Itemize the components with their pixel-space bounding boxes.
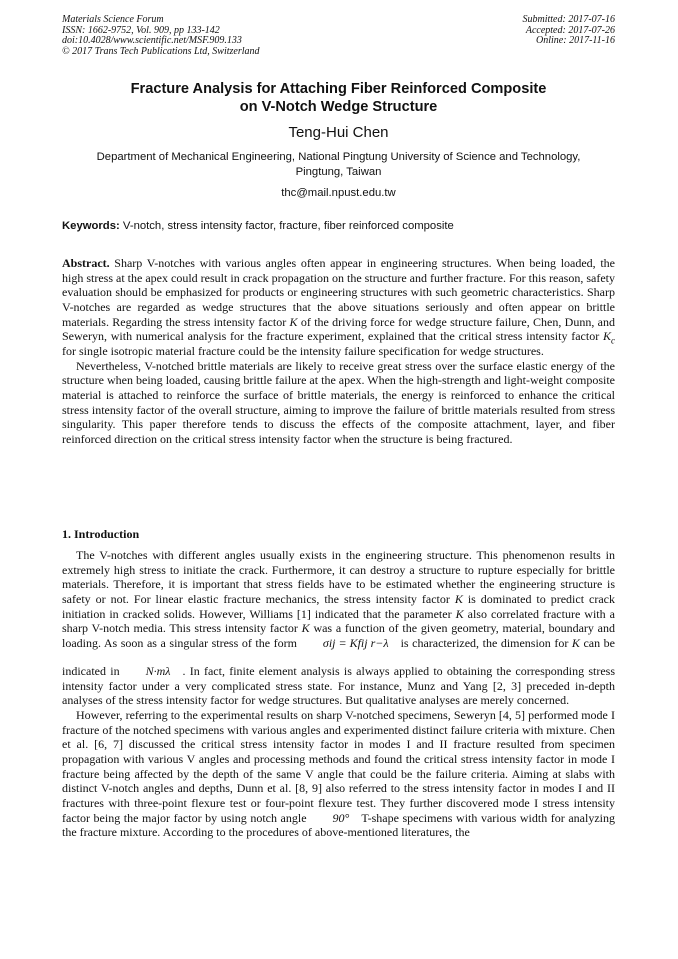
doi-line: doi:10.4028/www.scientific.net/MSF.909.133 [62, 35, 242, 47]
abstract-paragraph-1 [62, 256, 615, 359]
keywords [62, 219, 615, 233]
dimension-formula: N·mλ [145, 663, 171, 678]
submitted-date: Submitted: 2017-07-16 [522, 14, 615, 25]
symbol-K: K [455, 606, 464, 621]
author-name: Teng-Hui Chen [288, 124, 389, 141]
affiliation-line-2: Pingtung, Taiwan [295, 165, 382, 178]
accepted-date: Accepted: 2017-07-26 [525, 24, 615, 36]
keywords-label: Keywords: [62, 220, 120, 232]
symbol-K: K [454, 591, 463, 606]
intro-text: . In fact, finite element analysis is always applied to obtaining the corresponding stress intensity factor under a very complicated stress state. For instance, Munz and Yang [2, 3] preceded in-depth analyses of the stress intensity factor for wedge structures. But qualitative analyses are merely concerned. [62, 663, 615, 708]
section-heading-introduction: 1. Introduction [62, 527, 140, 541]
journal-header-right [523, 15, 616, 47]
symbol-K: K [289, 314, 298, 329]
abstract-section [62, 256, 615, 447]
introduction-section [62, 548, 615, 840]
intro-text: is characterized, the dimension for [400, 635, 572, 650]
abstract-paragraph-2: Nevertheless, V-notched brittle materials are likely to receive great stress over the surface elastic energy of the structure when being loaded, causing brittle failure at the apex. When the high-strength and light-weight composite material is attached to reinforce the surface of brittle materials, the energy is reinforced to enhance the critical stress intensity factor of the overall structure, aiming to improve the failure of brittle materials resulted from stress singularity. This paper therefore tends to discuss the effects of the composite attachment, layer, and fiber reinforced direction on the critical stress intensity factor when the structure is being fractured. [62, 358, 615, 446]
abstract-text: for single isotropic material fracture could be the intensity failure specification for wedge structures. [62, 343, 544, 358]
symbol-Kc [602, 329, 615, 346]
keywords-text: V-notch, stress intensity factor, fracture, fiber reinforced composite [119, 220, 454, 232]
abstract-label: Abstract. [62, 256, 110, 270]
notch-angle: 90° [332, 810, 350, 825]
paper-title [62, 80, 615, 116]
intro-text: can be indicated in [62, 635, 615, 678]
stress-formula: σij = Kfij r−λ [322, 635, 389, 650]
title-line-2: on V-Notch Wedge Structure [239, 99, 438, 115]
issn-line: ISSN: 1662-9752, Vol. 909, pp 133-142 [62, 24, 220, 36]
abstract-text: of the driving force for wedge structure failure, Chen, Dunn, and Seweryn, with numerical analysis for the fracture experiment, explained that the critical stress intensity factor [62, 314, 615, 344]
journal-header-left [62, 15, 260, 57]
intro-text: was a function of the given geometry, material, boundary and loading. As soon as a singular stress of the form [62, 621, 615, 650]
copyright-line: © 2017 Trans Tech Publications Ltd, Switzerland [62, 45, 260, 57]
intro-paragraph-2 [62, 708, 615, 840]
affiliation-line-1: Department of Mechanical Engineering, National Pingtung University of Science and Technology, [96, 151, 581, 163]
title-line-1: Fracture Analysis for Attaching Fiber Reinforced Composite [130, 81, 547, 97]
intro-text: is dominated to predict crack initiation in cracked solids. However, Williams [1] indicated that the parameter [62, 591, 615, 621]
online-date: Online: 2017-11-16 [536, 35, 615, 47]
affiliation [62, 150, 615, 179]
author-email: thc@mail.npust.edu.tw [281, 187, 396, 199]
abstract-text: Sharp V-notches with various angles often appear in engineering structures. When being loaded, the high stress at the apex could result in crack propagation on the structure and further fracture. For this reason, safety evaluation should be emphasized for products or engineering structures with such geometric characteristics. Sharp V-notches are regarded as wedge structures that the above situations seriously and often appear on brittle materials. Regarding the stress intensity factor [62, 256, 615, 329]
intro-paragraph-1 [62, 548, 615, 708]
intro-text: also correlated fracture with a sharp V-notch media. This stress intensity factor [62, 606, 615, 636]
symbol-K: K [301, 621, 310, 636]
intro-text: T-shape specimens with various width for analyzing the fracture mixture. According to the procedures of above-mentioned literatures, the [62, 810, 615, 840]
symbol-K: K [571, 635, 580, 650]
intro-text: The V-notches with different angles usually exists in the engineering structure. This phenomenon results in extremely high stress to initiate the crack. Furthermore, it can destroy a structure to rupture especially for brittle materials. Therefore, it is important that stress fields have to be estimated whether the engineering structure is safety or not. For linear elastic fracture mechanics, the stress intensity factor [62, 548, 615, 606]
journal-name: Materials Science Forum [62, 14, 164, 25]
symbol-K-main: K [602, 329, 611, 344]
intro-text: However, referring to the experimental results on sharp V-notched specimens, Seweryn [4, 5] performed mode I fracture of the notched specimens with various angles and experimented distinct failure criteria with mixture. Chen et al. [6, 7] discussed the critical stress intensity factor in modes I and II fracture resulted from specimen propagation with various V angles and processing methods and found the critical stress intensity factor in mode I fracture being affected by the depth of the same V angle that could be the failure criteria. Aiming at slabs with distinct V-notch angles and depths, Dunn et al. [8, 9] also referred to the stress intensity factor in modes I and II fractures with three-point flexure test or four-point flexure test. They further discovered mode I stress intensity factor being the major factor by using notch angle [62, 707, 615, 825]
symbol-c-subscript: c [611, 335, 615, 346]
